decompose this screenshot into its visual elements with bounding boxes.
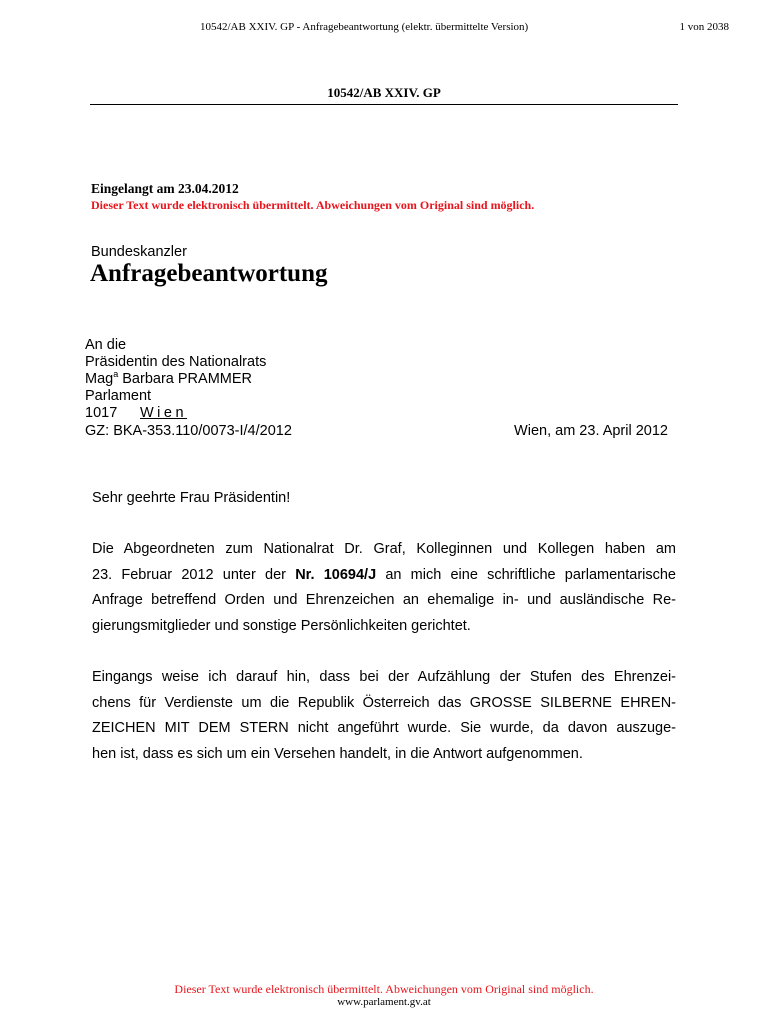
letter-date: Wien, am 23. April 2012	[514, 423, 668, 439]
city: Wien	[140, 405, 188, 421]
page-counter: 1 von 2038	[679, 21, 729, 33]
paragraph-1-line-1: Die Abgeordneten zum Nationalrat Dr. Graf, Kolleginnen und Kollegen haben am	[92, 541, 676, 557]
title-superscript: a	[113, 369, 119, 379]
body-paragraph-1	[92, 537, 676, 639]
postal-code: 1017	[85, 405, 118, 421]
title-prefix: Mag	[85, 371, 114, 387]
paragraph-2-line-4: hen ist, dass es sich um ein Versehen handelt, in die Antwort aufgenommen.	[92, 745, 583, 762]
received-date: Eingelangt am 23.04.2012	[91, 181, 239, 196]
footer-website: www.parlament.gv.at	[337, 996, 431, 1008]
sender-role: Bundeskanzler	[91, 244, 187, 260]
address-line-2: Präsidentin des Nationalrats	[85, 354, 267, 370]
inquiry-number: Nr. 10694/J	[295, 566, 377, 583]
body-paragraph-2	[92, 665, 676, 767]
paragraph-2-line-2: chens für Verdienste um die Republik Österreich das GROSSE SILBERNE EHREN-	[92, 694, 676, 711]
document-id: 10542/AB XXIV. GP	[327, 85, 441, 100]
address-line-1: An die	[85, 337, 127, 353]
recipient-name: Barbara PRAMMER	[118, 371, 252, 387]
transmission-notice: Dieser Text wurde elektronisch übermittelt. Abweichungen vom Original sind möglich.	[91, 198, 535, 212]
address-line-4: Parlament	[85, 388, 152, 404]
address-line-5	[85, 405, 187, 422]
paragraph-1-line-2	[92, 563, 676, 589]
paragraph-1-line-2-after: an mich eine schriftliche parlamentarische	[376, 566, 676, 583]
document-title: Anfragebeantwortung	[90, 260, 328, 287]
paragraph-1-line-4: gierungsmitglieder und sonstige Persönlichkeiten gerichtet.	[92, 617, 471, 634]
paragraph-1-line-2-before: 23. Februar 2012 unter der	[92, 566, 296, 583]
header-rule	[90, 104, 678, 105]
paragraph-2-line-1: Eingangs weise ich darauf hin, dass bei der Aufzählung der Stufen des Ehrenzei-	[92, 669, 676, 685]
running-header-title: 10542/AB XXIV. GP - Anfragebeantwortung (elektr. übermittelte Version)	[200, 21, 529, 33]
paragraph-1-line-3: Anfrage betreffend Orden und Ehrenzeichen an ehemalige in- und ausländische Re-	[92, 592, 676, 608]
reference-number: GZ: BKA-353.110/0073-I/4/2012	[85, 423, 292, 439]
salutation: Sehr geehrte Frau Präsidentin!	[92, 490, 291, 506]
paragraph-2-line-3: ZEICHEN MIT DEM STERN nicht angeführt wurde. Sie wurde, da davon auszuge-	[92, 720, 676, 736]
address-line-3	[85, 371, 252, 388]
footer-notice: Dieser Text wurde elektronisch übermittelt. Abweichungen vom Original sind möglich.	[174, 982, 594, 996]
